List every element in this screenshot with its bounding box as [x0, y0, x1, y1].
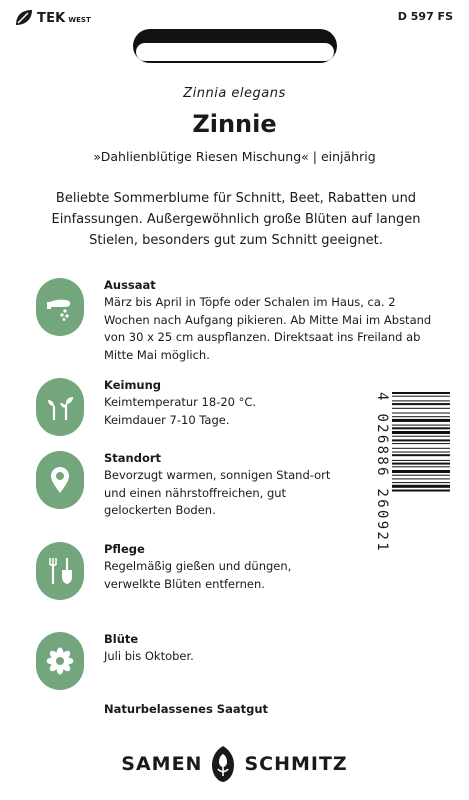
sprout-icon — [36, 378, 84, 436]
section-title: Standort — [104, 451, 162, 465]
barcode-bar — [392, 452, 450, 453]
brand-left: SAMEN — [121, 753, 203, 775]
section-title: Keimung — [104, 378, 162, 392]
barcode-digits: 4 026886 260921 — [374, 392, 390, 553]
brand-right: SCHMITZ — [244, 753, 348, 775]
barcode-bar — [392, 403, 450, 405]
barcode-number — [368, 392, 392, 562]
barcode-bar — [392, 485, 450, 488]
samen-schmitz-logo — [0, 745, 469, 783]
barcode-bar — [392, 460, 450, 461]
barcode-bar — [392, 400, 450, 401]
barcode-bar — [392, 392, 450, 394]
section-bluete — [36, 632, 456, 690]
tulip-emblem-icon — [210, 745, 236, 783]
section-body: Juli bis Oktober. — [104, 649, 194, 663]
barcode-bar — [392, 413, 450, 414]
section-body: März bis April in Töpfe oder Schalen im Haus, ca. 2 Wochen nach Aufgang pikieren. Ab Mitte Mai im Abstand von 30 x 25 cm auspflanzen. Direktsaat ins Freiland ab Mitte Mai möglich. — [104, 295, 432, 362]
section-aussaat — [36, 278, 456, 364]
brand-sub: WEST — [68, 15, 91, 24]
product-variety: »Dahlienblütige Riesen Mischung« | einjährig — [93, 149, 376, 164]
product-intro: Beliebte Sommerblume für Schnitt, Beet, Rabatten und Einfassungen. Außergewöhnlich große Blüten auf langen Stielen, besonders gut zum Schnitt geeignet. — [51, 191, 421, 248]
flower-icon — [36, 632, 84, 690]
barcode-bar — [392, 439, 450, 441]
barcode-bar — [392, 482, 450, 483]
footer-note: Naturbelassenes Saatgut — [104, 702, 269, 716]
barcode-bar — [392, 416, 450, 417]
barcode-bar — [392, 443, 450, 444]
product-title: Zinnie — [192, 110, 277, 138]
tek-west-logo — [14, 9, 91, 27]
barcode-bar — [392, 427, 450, 429]
barcode-bar — [392, 436, 450, 437]
barcode-bar — [392, 478, 450, 479]
location-pin-icon — [36, 451, 84, 509]
section-title: Blüte — [104, 632, 139, 646]
latin-name: Zinnia elegans — [183, 86, 286, 101]
leaf-logo-icon — [14, 9, 34, 27]
barcode-bar — [392, 431, 450, 434]
barcode-bar — [392, 490, 450, 492]
seed-hand-icon — [36, 278, 84, 336]
section-body: Bevorzugt warmen, sonnigen Stand-ort und einen nährstoffreichen, gut gelockerten Boden. — [104, 468, 331, 517]
section-title: Aussaat — [104, 278, 156, 292]
section-body: Keimtemperatur 18-20 °C. Keimdauer 7-10 Tage. — [104, 395, 257, 427]
barcode-bar — [392, 470, 450, 473]
section-body: Regelmäßig gießen und düngen, verwelkte Blüten entfernen. — [104, 559, 292, 591]
barcode — [392, 392, 450, 562]
hang-hole — [133, 29, 337, 63]
barcode-bar — [392, 475, 450, 476]
barcode-bar — [392, 454, 450, 456]
barcode-bar — [392, 466, 450, 467]
barcode-bar — [392, 425, 450, 426]
garden-tools-icon — [36, 542, 84, 600]
article-code: D 597 FS — [397, 10, 453, 23]
barcode-bar — [392, 419, 450, 422]
section-title: Pflege — [104, 542, 145, 556]
brand-main: TEK — [37, 10, 66, 26]
barcode-bar — [392, 396, 450, 397]
barcode-bar — [392, 408, 450, 409]
barcode-bar — [392, 448, 450, 449]
barcode-bar — [392, 463, 450, 465]
